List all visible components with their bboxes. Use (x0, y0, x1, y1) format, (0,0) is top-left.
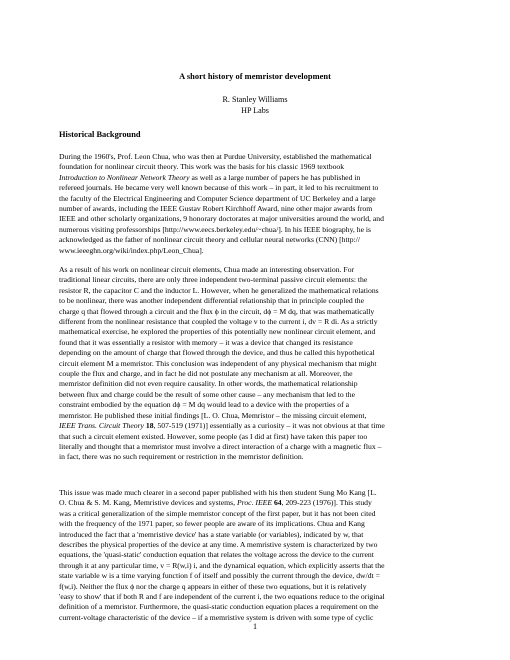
text-line: As a result of his work on nonlinear circuit elements, Chua made an interesting observation. For (59, 265, 355, 274)
text-line (59, 498, 510, 508)
text-line: www.ieeeghn.org/wiki/index.php/Leon_Chua]. (59, 245, 204, 255)
italic-run: Proc. IEEE (236, 498, 273, 508)
text-line: refereed journals. He became very well known because of this work – in part, it led to his recruitment to (59, 183, 379, 193)
text-line: with the frequency of the 1971 paper, so fewer people are aware of its implications. Chua and Kang (59, 519, 365, 529)
author-block (0, 95, 510, 116)
text-line: foundation for nonlinear circuit theory. This work was the basis for his classic 1969 textbook (59, 162, 345, 172)
text-run: as well as a large number of papers he has published in (189, 172, 361, 182)
text-line: IEEE and other scholarly organizations, 9 honorary doctorates at major universities around the world, and (59, 214, 384, 224)
author-name: R. Stanley Williams (222, 95, 288, 104)
text-run: , 507-519 (1971)] essentially as a curiosity – it was not obvious at that time (153, 421, 385, 431)
text-line: memristor definition did not even require causality. In other words, the mathematical relationship (59, 379, 358, 389)
text-line: different from the nonlinear resistance that coupled the voltage v to the current i, dv = R di. As a strictly (59, 317, 378, 327)
italic-run: Introduction to Nonlinear Network Theory (59, 172, 190, 182)
page-number: 1 (252, 622, 258, 631)
text-line: definition of a memristor. Furthermore, the quasi-static conduction equation places a requirement on the (59, 602, 379, 612)
text-line: This issue was made much clearer in a second paper published with his then student Sung Mo Kang [L. (59, 488, 377, 497)
text-line: f(w,i). Neither the flux ϕ nor the charge q appears in either of these two equations, but it is relatively (59, 581, 367, 591)
text-line: the faculty of the Electrical Engineering and Computer Science department of UC Berkeley and a large (59, 193, 376, 203)
text-line: to be nonlinear, there was another independent differential relationship that in principle coupled the (59, 296, 365, 306)
section-heading: Historical Background (59, 130, 141, 139)
author-affiliation: HP Labs (241, 105, 269, 115)
text-line: was a critical generalization of the simple memristor concept of the first paper, but it has not been cited (59, 508, 376, 518)
text-line: literally and thought that a memristor must involve a direct interaction of a charge with a magnetic flux – (59, 441, 382, 451)
text-line: resistor R, the capacitor C and the inductor L. However, when he generalized the mathematical relations (59, 285, 379, 295)
text-line: current-voltage characteristic of the device – if a memristive system is driven with some type of cyclic (59, 612, 374, 622)
text-line: traditional linear circuits, there are only three independent two-terminal passive circuit elements: the (59, 275, 368, 285)
bold-run: 18 (145, 421, 154, 431)
text-line: acknowledged as the father of nonlinear circuit theory and cellular neural networks (CNN) [http:// (59, 235, 361, 245)
text-line: During the 1960's, Prof. Leon Chua, who was then at Purdue University, established the mathematical (59, 152, 372, 161)
text-line: charge q that flowed through a circuit and the flux ϕ in the circuit, dϕ = M dq, that was mathematically (59, 306, 375, 316)
paragraph-3 (59, 488, 510, 623)
text-line: introduced the fact that a 'memristive device' has a state variable (or variables), indicated by w, that (59, 529, 364, 539)
text-line: depending on the amount of charge that flowed through the device, and thus he called this hypothetical (59, 348, 375, 358)
text-line: memristor. He published these initial findings [L. O. Chua, Memristor – the missing circuit element, (59, 410, 367, 420)
text-line: equations, the 'quasi-static' conduction equation that relates the voltage across the device to the current (59, 550, 374, 560)
paragraph-1 (59, 152, 510, 256)
text-run: , 209-223 (1976)]. This study (281, 498, 372, 508)
document-title: A short history of memristor development (179, 72, 331, 81)
text-line: describes the physical properties of the device at any time. A memristive system is characterized by two (59, 540, 378, 550)
italic-run: IEEE Trans. Circuit Theory (59, 421, 144, 431)
text-line: 'easy to show' that if both R and f are independent of the current i, the two equations reduce to the original (59, 592, 385, 602)
text-line: through it at any particular time, v = R(w,i) i, and the dynamical equation, which explicitly asserts that the (59, 560, 385, 570)
text-line: constraint embodied by the equation dϕ = M dq would lead to a device with the properties of a (59, 400, 350, 410)
text-line: state variable w is a time varying function f of itself and possibly the current through the device, dw/dt = (59, 571, 380, 581)
text-line: couple the flux and charge, and in fact he did not postulate any mechanism at all. Moreover, the (59, 369, 353, 379)
text-line: number of awards, including the IEEE Gustav Robert Kirchhoff Award, nine other major awards from (59, 204, 373, 214)
text-line: that such a circuit element existed. However, some people (as I did at first) have taken this paper too (59, 431, 368, 441)
bold-run: 64 (273, 498, 282, 508)
text-line (59, 421, 510, 431)
text-line: mathematical exercise, he explored the properties of this potentially new nonlinear circuit element, and (59, 327, 376, 337)
paragraph-2 (59, 265, 510, 463)
text-line (59, 173, 510, 183)
text-line: in fact, there was no such requirement or restriction in the memristor definition. (59, 452, 304, 462)
text-line: numerous visiting professorships [http://www.eecs.berkeley.edu/~chua/]. In his IEEE biography, he is (59, 224, 372, 234)
text-line: between flux and charge could be the result of some other cause – any mechanism that led to the (59, 389, 355, 399)
text-line: circuit element M a memristor. This conclusion was independent of any physical mechanism that might (59, 358, 377, 368)
text-run: O. Chua & S. M. Kang, Memristive devices and systems, (59, 498, 237, 508)
text-line: found that it was essentially a resistor with memory – it was a device that changed its resistance (59, 337, 353, 347)
